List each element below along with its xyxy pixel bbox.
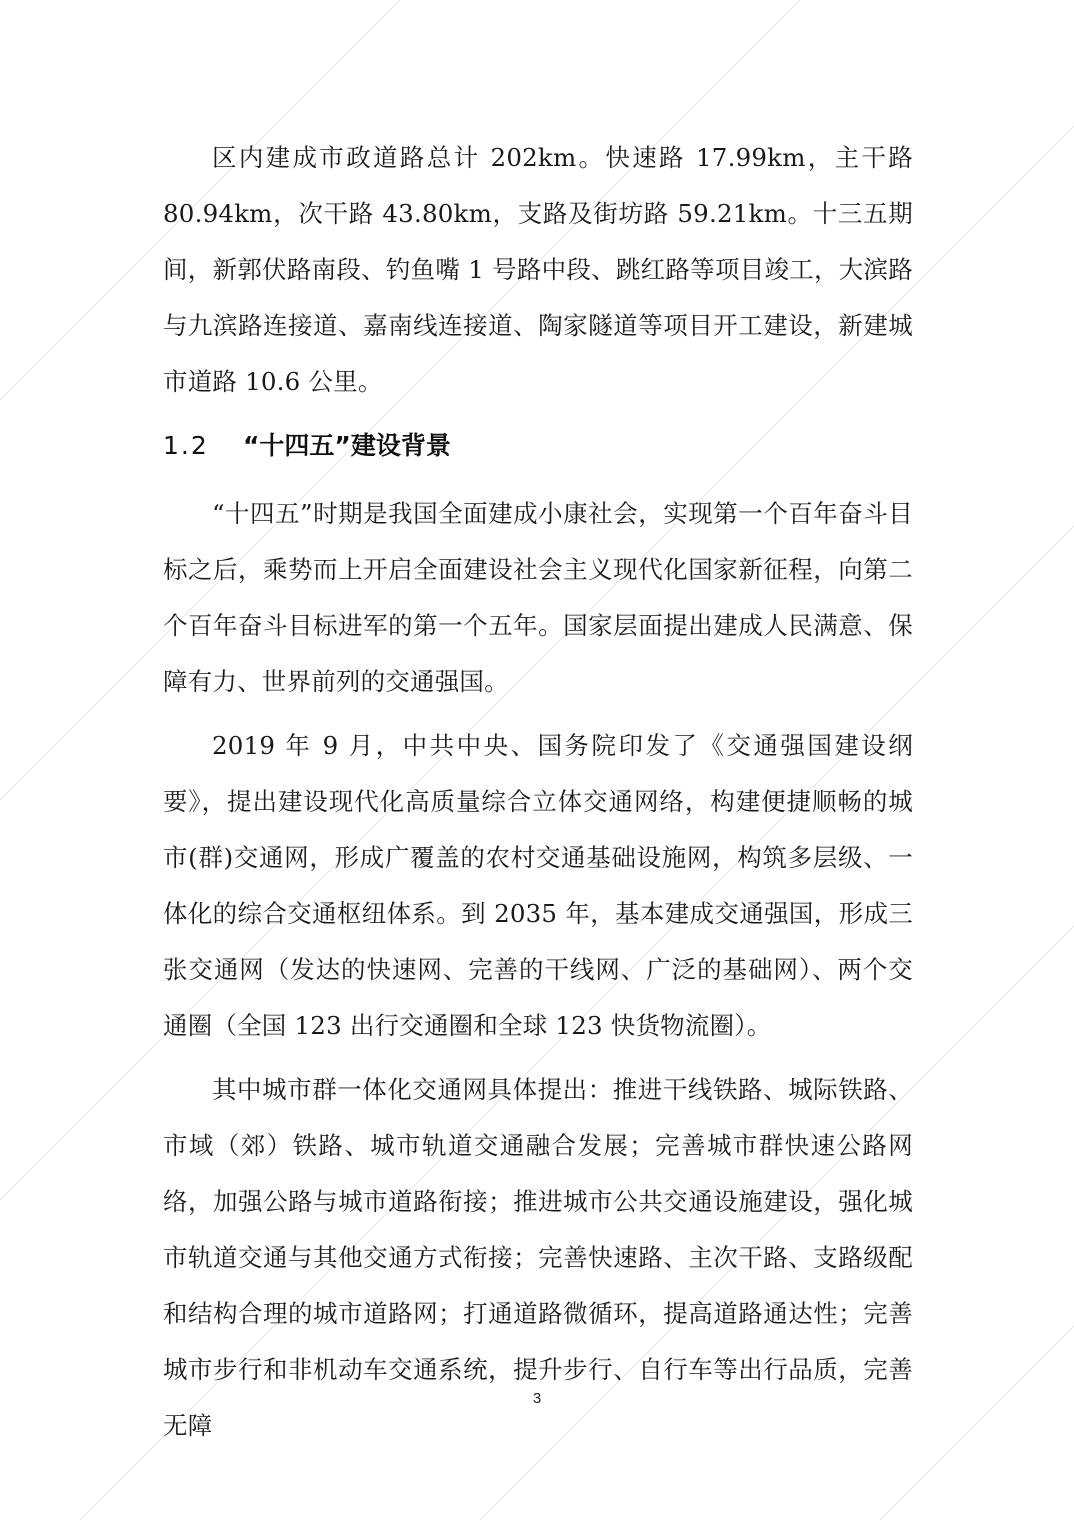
paragraph-background: “十四五”时期是我国全面建成小康社会，实现第一个百年奋斗目标之后，乘势而上开启全面建设社会主义现代化国家新征程，向第二个百年奋斗目标进军的第一个五年。国家层面提出建成人民满意、保障有力、世界前列的交通强国。 <box>163 499 913 696</box>
paragraph-outline: 2019 年 9 月，中共中央、国务院印发了《交通强国建设纲要》，提出建设现代化高质量综合立体交通网络，构建便捷顺畅的城市(群)交通网，形成广覆盖的农村交通基础设施网，构筑多层级、一体化的综合交通枢纽体系。到 2035 年，基本建成交通强国，形成三张交通网（发达的快速网、完善的干线网、广泛的基础网）、两个交通圈（全国 123 出行交通圈和全球 123 快货物流圈）。 <box>163 731 913 1040</box>
section-title: “十四五”建设背景 <box>243 431 451 460</box>
page-number: 3 <box>532 1390 542 1407</box>
paragraph-urban-network: 其中城市群一体化交通网具体提出：推进干线铁路、城际铁路、市域（郊）铁路、城市轨道交通融合发展；完善城市群快速公路网络，加强公路与城市道路衔接；推进城市公共交通设施建设，强化城市轨道交通与其他交通方式衔接；完善快速路、主次干路、支路级配和结构合理的城市道路网；打通道路微循环，提高道路通达性；完善城市步行和非机动车交通系统，提升步行、自行车等出行品质，完善无障 <box>163 1075 913 1440</box>
section-heading <box>163 414 913 478</box>
document-page <box>163 130 913 1454</box>
paragraph-road-stats: 区内建成市政道路总计 202km。快速路 17.99km，主干路 80.94km，次干路 43.80km，支路及街坊路 59.21km。十三五期间，新郭伏路南段、钓鱼嘴 1 号路中段、跳红路等项目竣工，大滨路与九滨路连接道、嘉南线连接道、陶家隧道等项目开工建设，新建城市道路 10.6 公里。 <box>163 143 913 396</box>
section-number: 1.2 <box>163 431 209 460</box>
